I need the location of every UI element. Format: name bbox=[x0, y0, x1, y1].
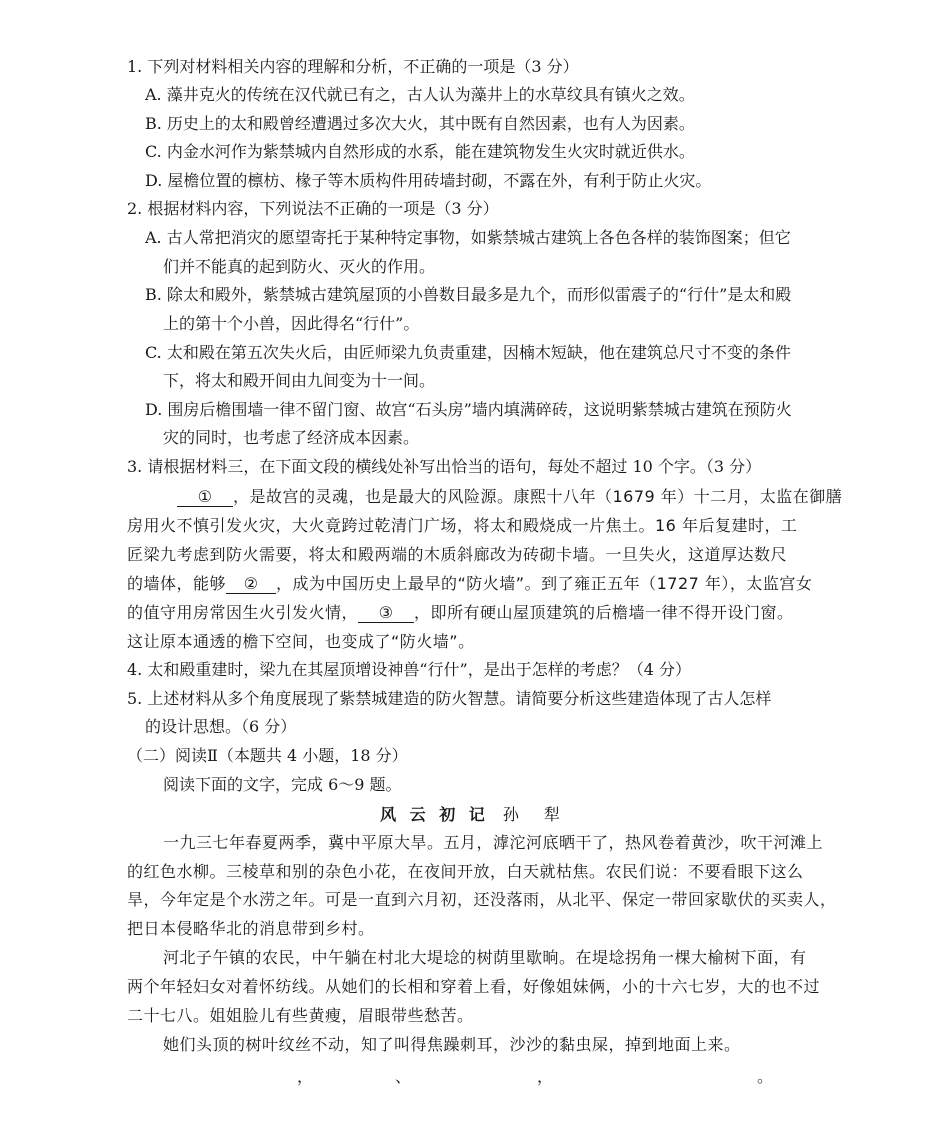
q3-line1-text: ，是故宫的灵魂，也是最大的风险源。康熙十八年（1679 年）十二月，太监在御膳 bbox=[233, 487, 843, 506]
q2-option-b-line2: 上的第十个小兽，因此得名“行什”。 bbox=[163, 314, 420, 333]
q1-option-a: A. 藻井克火的传统在汉代就已有之，古人认为藻井上的水草纹具有镇火之效。 bbox=[145, 85, 695, 104]
q2-option-a-line1: A. 古人常把消灾的愿望寄托于某种特定事物，如紫禁城古建筑上各色各样的装饰图案；但它 bbox=[145, 228, 791, 247]
q1-option-d: D. 屋檐位置的檩枋、椽子等木质构件用砖墙封砌，不露在外，有利于防止火灾。 bbox=[145, 171, 712, 190]
story-p1-line4: 把日本侵略华北的消息带到乡村。 bbox=[127, 919, 375, 938]
q5-line2: 的设计思想。（6 分） bbox=[145, 717, 297, 736]
q3-line4-after: ，成为中国历史上最早的“防火墙”。到了雍正五年（1727 年），太监宫女 bbox=[276, 574, 813, 593]
q3-blank-1[interactable]: ① bbox=[177, 488, 233, 507]
story-p3-line1: 她们头顶的树叶纹丝不动，知了叫得焦躁刺耳，沙沙的黏虫屎，掉到地面上来。 bbox=[163, 1035, 741, 1054]
section2-instruction: 阅读下面的文字，完成 6～9 题。 bbox=[163, 775, 402, 794]
q3-line5-before: 的值守用房常因生火引发火情， bbox=[127, 603, 359, 622]
q3-passage-line2: 房用火不慎引发火灾，大火竟跨过乾清门广场，将太和殿烧成一片焦土。16 年后复建时，工 bbox=[127, 516, 798, 535]
story-title: 风 云 初 记 bbox=[380, 805, 489, 824]
q2-option-a-line2: 们并不能真的起到防火、灭火的作用。 bbox=[163, 257, 436, 276]
cut-punct-1: ， bbox=[297, 1067, 314, 1086]
q3-stem: 3. 请根据材料三，在下面文段的横线处补写出恰当的语句，每处不超过 10 个字。（3 分） bbox=[127, 457, 762, 476]
q1-option-b: B. 历史上的太和殿曾经遭遇过多次大火，其中既有自然因素，也有人为因素。 bbox=[145, 114, 695, 133]
story-p2-line2: 两个年轻妇女对着怀纺线。从她们的长相和穿着上看，好像姐妹俩，小的十六七岁，大的也不过 bbox=[127, 977, 821, 996]
story-p1-line1: 一九三七年春夏两季，冀中平原大旱。五月，滹沱河底晒干了，热风卷着黄沙，吹干河滩上 bbox=[163, 833, 824, 852]
q2-option-c-line1: C. 太和殿在第五次失火后，由匠师梁九负责重建，因楠木短缺，他在建筑总尺寸不变的条件 bbox=[145, 343, 791, 362]
q3-passage-line6: 这让原本通透的檐下空间，也变成了“防火墙”。 bbox=[127, 632, 475, 651]
q4-text: 4. 太和殿重建时，梁九在其屋顶增设神兽“行什”，是出于怎样的考虑？（4 分） bbox=[127, 660, 691, 679]
q3-blank-2[interactable]: ② bbox=[226, 575, 276, 594]
story-title-block bbox=[0, 804, 950, 826]
q2-stem: 2. 根据材料内容，下列说法不正确的一项是（3 分） bbox=[127, 199, 499, 218]
section2-heading: （二）阅读Ⅱ（本题共 4 小题，18 分） bbox=[127, 746, 408, 765]
q3-line4-before: 的墙体，能够 bbox=[127, 574, 227, 593]
story-author: 孙 犁 bbox=[502, 805, 570, 824]
q3-passage-line1 bbox=[177, 486, 842, 508]
q2-option-d-line1: D. 围房后檐围墙一律不留门窗、故宫“石头房”墙内填满碎砖，这说明紫禁城古建筑在预防火 bbox=[145, 400, 792, 419]
q3-passage-line5 bbox=[127, 602, 794, 624]
q3-passage-line4 bbox=[127, 573, 812, 595]
story-p2-line3: 二十七八。姐姐脸儿有些黄瘦，眉眼带些愁苦。 bbox=[127, 1006, 474, 1025]
q1-stem: 1. 下列对材料相关内容的理解和分析，不正确的一项是（3 分） bbox=[127, 57, 579, 76]
cut-punct-3: ， bbox=[537, 1067, 554, 1086]
q5-line1: 5. 上述材料从多个角度展现了紫禁城建造的防火智慧。请简要分析这些建造体现了古人怎样 bbox=[127, 689, 772, 708]
q2-option-d-line2: 灾的同时，也考虑了经济成本因素。 bbox=[163, 428, 420, 447]
story-p1-line2: 的红色水柳。三棱草和别的杂色小花，在夜间开放，白天就枯焦。农民们说：不要看眼下这么 bbox=[127, 862, 804, 881]
q2-option-c-line2: 下，将太和殿开间由九间变为十一间。 bbox=[163, 371, 436, 390]
cut-punct-2: 、 bbox=[395, 1067, 412, 1086]
story-p1-line3: 旱，今年定是个水涝之年。可是一直到六月初，还没落雨，从北平、保定一带回家歇伏的买卖人， bbox=[127, 890, 837, 909]
q1-option-c: C. 内金水河作为紫禁城内自然形成的水系，能在建筑物发生火灾时就近供水。 bbox=[145, 142, 695, 161]
q3-line5-after: ，即所有硬山屋顶建筑的后檐墙一律不得开设门窗。 bbox=[414, 603, 794, 622]
story-p2-line1: 河北子午镇的农民，中午躺在村北大堤埝的树荫里歇晌。在堤埝拐角一棵大榆树下面，有 bbox=[163, 948, 807, 967]
cut-punct-4: 。 bbox=[757, 1067, 774, 1086]
q2-option-b-line1: B. 除太和殿外，紫禁城古建筑屋顶的小兽数目最多是九个，而形似雷震子的“行什”是太和殿 bbox=[145, 285, 792, 304]
q3-blank-3[interactable]: ③ bbox=[358, 604, 414, 623]
q3-passage-line3: 匠梁九考虑到防火需要，将太和殿两端的木质斜廊改为砖砌卡墙。一旦失火，这道厚达数尺 bbox=[127, 545, 788, 564]
